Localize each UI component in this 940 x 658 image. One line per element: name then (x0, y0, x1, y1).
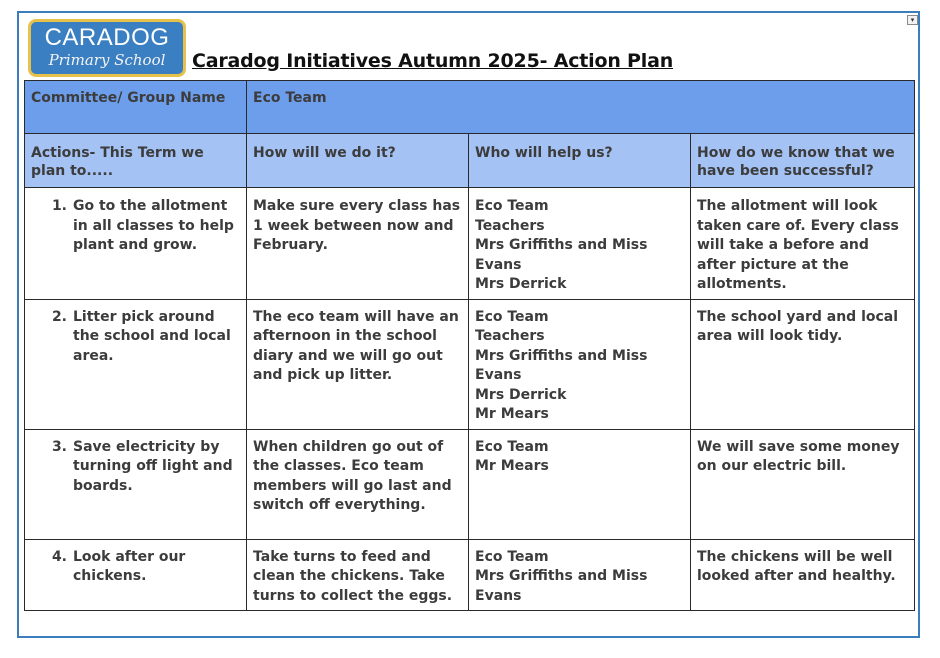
success-cell: The school yard and local area will look tidy. (691, 299, 915, 429)
how-cell: Make sure every class has 1 week between now and February. (247, 188, 469, 300)
action-number: 4. (51, 548, 67, 565)
action-plan-table (24, 80, 915, 611)
header-who: Who will help us? (469, 134, 691, 188)
page-title: Caradog Initiatives Autumn 2025- Action Plan (192, 50, 674, 72)
action-cell (25, 539, 247, 611)
helper-name: Eco Team (475, 548, 549, 565)
helper-name: Mrs Griffiths and Miss Evans (475, 568, 648, 604)
action-number: 1. (51, 198, 67, 214)
action-text: Litter pick around the school and local area. (73, 308, 231, 364)
helper-name: Mrs Derrick (475, 276, 567, 292)
table-row (25, 299, 915, 429)
action-cell (25, 299, 247, 429)
success-cell: The chickens will be well looked after and healthy. (691, 539, 915, 611)
school-logo (28, 19, 186, 77)
how-cell: When children go out of the classes. Eco team members will go last and switch off everything. (247, 429, 469, 539)
header-how: How will we do it? (247, 134, 469, 188)
header-success: How do we know that we have been successful? (691, 134, 915, 188)
how-cell: Take turns to feed and clean the chickens. Take turns to collect the eggs. (247, 539, 469, 611)
action-text: Look after our chickens. (73, 548, 186, 584)
logo-line-2: Primary School (48, 51, 166, 69)
action-cell (25, 188, 247, 300)
helper-name: Teachers (475, 328, 545, 344)
success-cell: We will save some money on our electric bill. (691, 429, 915, 539)
header-row (25, 134, 915, 188)
header-actions: Actions- This Term we plan to..... (25, 134, 247, 188)
group-row (25, 81, 915, 134)
group-label-cell: Committee/ Group Name (25, 81, 247, 134)
table-row (25, 539, 915, 611)
who-cell (469, 429, 691, 539)
group-value-cell: Eco Team (247, 81, 915, 134)
helper-name: Eco Team (475, 438, 549, 455)
who-cell (469, 539, 691, 611)
helper-name: Mrs Griffiths and Miss Evans (475, 347, 648, 383)
who-cell (469, 299, 691, 429)
helper-name: Eco Team (475, 308, 549, 325)
action-text: Go to the allotment in all classes to help plant and grow. (73, 198, 234, 253)
helper-name: Mrs Derrick (475, 386, 567, 403)
dropdown-arrow-icon[interactable]: ▾ (907, 15, 918, 25)
logo-line-1: CARADOG (44, 24, 170, 51)
action-number: 3. (51, 438, 67, 455)
helper-name: Eco Team (475, 198, 549, 214)
table-row (25, 429, 915, 539)
helper-name: Mr Mears (475, 406, 549, 422)
success-cell: The allotment will look taken care of. Every class will take a before and after picture at the allotments. (691, 188, 915, 300)
helper-name: Teachers (475, 217, 545, 234)
action-cell (25, 429, 247, 539)
helper-name: Mr Mears (475, 458, 549, 474)
helper-name: Mrs Griffiths and Miss Evans (475, 237, 648, 273)
action-text: Save electricity by turning off light and boards. (73, 438, 233, 494)
action-number: 2. (51, 308, 67, 325)
how-cell: The eco team will have an afternoon in the school diary and we will go out and pick up litter. (247, 299, 469, 429)
who-cell (469, 188, 691, 300)
table-row (25, 188, 915, 300)
